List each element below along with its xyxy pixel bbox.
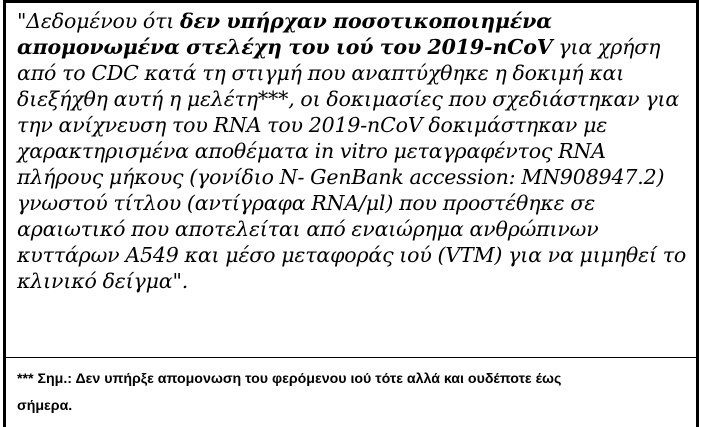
quote-line-10: κυττάρων A549 και μέσο μεταφοράς ιού (VTM) για να μιμηθεί το bbox=[17, 243, 687, 267]
quote-line-2-text: για χρήση bbox=[552, 35, 661, 59]
quote-line-4: διεξήχθη αυτή η μελέτη***, οι δοκιμασίες που σχεδιάστηκαν για bbox=[17, 87, 680, 111]
quote-line-1 bbox=[17, 8, 697, 34]
quote-text bbox=[17, 8, 697, 294]
quote-line-11: κλινικό δείγμα". bbox=[17, 269, 189, 293]
quote-line-2 bbox=[17, 34, 697, 60]
quote-line-3: από το CDC κατά τη στιγμή που αναπτύχθηκε η δοκιμή και bbox=[17, 61, 625, 85]
quote-line-6: χαρακτηρισμένα αποθέματα in vitro μεταγραφέντος RNA bbox=[17, 139, 606, 163]
quote-line-9: αραιωτικό που αποτελείται από εναιώρημα ανθρώπινων bbox=[17, 217, 599, 241]
quote-line-8: γνωστού τίτλου (αντίγραφα RNA/μl) που προστέθηκε σε bbox=[17, 191, 596, 215]
footnote bbox=[17, 366, 697, 420]
quote-line-5: την ανίχνευση του RNA του 2019-nCoV δοκιμάστηκαν με bbox=[17, 113, 608, 137]
footnote-line-2: σήμερα. bbox=[17, 398, 73, 414]
quote-line-2-bold: απομονωμένα στελέχη του ιού του 2019-nCoV bbox=[17, 35, 553, 59]
footnote-line-1: *** Σημ.: Δεν υπήρξε απομονωση του φερόμενου ιού τότε αλλά και ουδέποτε έως bbox=[17, 371, 562, 387]
quote-line-1-bold: δεν υπήρχαν ποσοτικοποιημένα bbox=[180, 9, 552, 33]
quote-line-7: πλήρους μήκους (γονίδιο N- GenBank accession: MN908947.2) bbox=[17, 165, 665, 189]
divider bbox=[6, 357, 696, 358]
quote-line-1-text: "Δεδομένου ότι bbox=[17, 9, 181, 33]
